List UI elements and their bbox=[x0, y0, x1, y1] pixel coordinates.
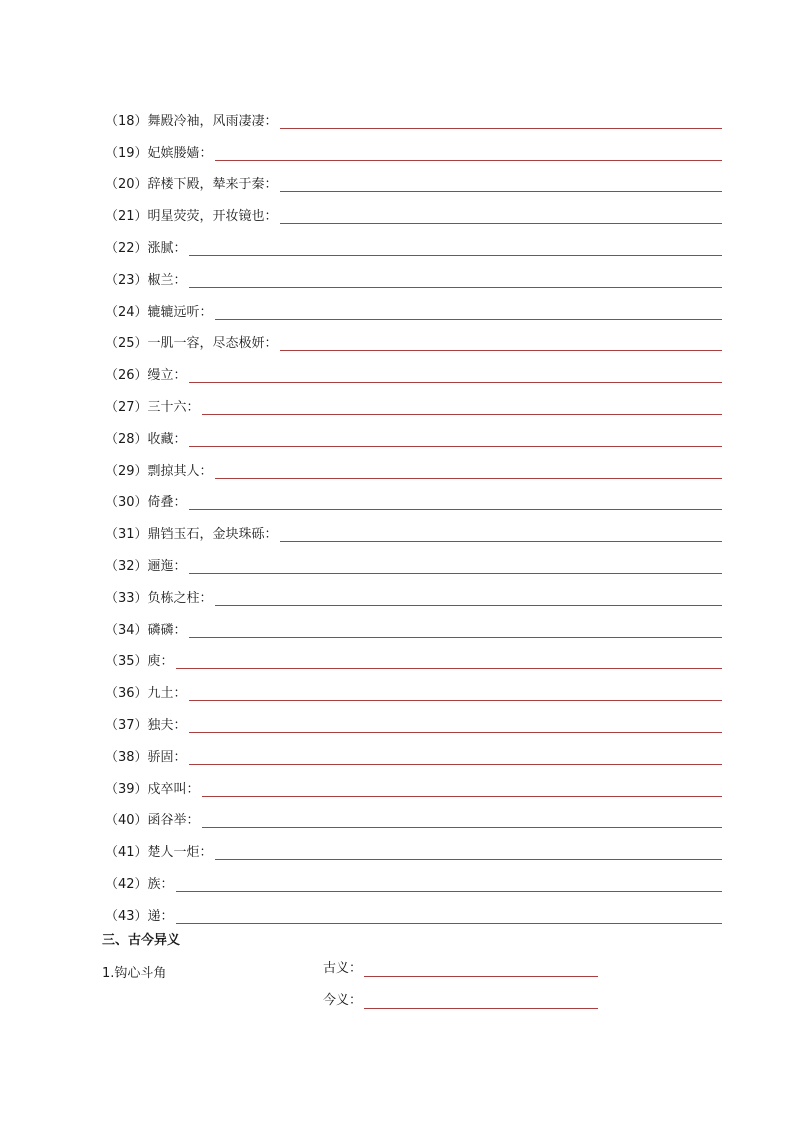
question-text: 椒兰： bbox=[147, 272, 187, 288]
question-number: （28） bbox=[105, 431, 148, 447]
question-text: 庾： bbox=[147, 654, 174, 670]
question-text: 磷磷： bbox=[147, 622, 187, 638]
question-text: 独夫： bbox=[147, 717, 187, 733]
modern-meaning-answer-line[interactable] bbox=[364, 990, 598, 1009]
question-number: （37） bbox=[105, 717, 148, 733]
answer-line[interactable] bbox=[202, 809, 722, 828]
answer-line[interactable] bbox=[189, 491, 722, 510]
question-row bbox=[105, 672, 722, 704]
answer-line[interactable] bbox=[202, 778, 722, 797]
question-row bbox=[105, 736, 722, 768]
question-text: 三十六： bbox=[147, 399, 200, 415]
question-number: （33） bbox=[105, 590, 148, 606]
question-row bbox=[105, 800, 722, 832]
question-row bbox=[105, 831, 722, 863]
question-row bbox=[105, 227, 722, 259]
question-text: 妃嫔媵嫱： bbox=[147, 145, 213, 161]
question-number: （22） bbox=[105, 240, 148, 256]
answer-line[interactable] bbox=[176, 873, 722, 892]
question-text: 逦迤： bbox=[147, 558, 187, 574]
answer-line[interactable] bbox=[176, 905, 722, 924]
question-text: 鼎铛玉石，金块珠砾： bbox=[147, 527, 278, 543]
question-number: （34） bbox=[105, 622, 148, 638]
question-text: 九土： bbox=[147, 686, 187, 702]
question-row bbox=[105, 513, 722, 545]
modern-meaning-label: 今义： bbox=[323, 993, 363, 1008]
question-number: （27） bbox=[105, 399, 148, 415]
question-row bbox=[105, 386, 722, 418]
question-text: 明星荧荧，开妆镜也： bbox=[147, 209, 278, 225]
question-text: 剽掠其人： bbox=[147, 463, 213, 479]
question-number: （23） bbox=[105, 272, 148, 288]
answer-line[interactable] bbox=[280, 332, 722, 351]
question-row bbox=[105, 132, 722, 164]
question-number: （21） bbox=[105, 209, 148, 225]
answer-line[interactable] bbox=[280, 110, 722, 129]
answer-line[interactable] bbox=[215, 301, 722, 320]
answer-line[interactable] bbox=[280, 523, 722, 542]
question-text: 辘辘远听： bbox=[147, 304, 213, 320]
question-number: （40） bbox=[105, 813, 148, 829]
question-text: 一肌一容，尽态极妍： bbox=[147, 336, 278, 352]
answer-line[interactable] bbox=[215, 460, 722, 479]
question-text: 收藏： bbox=[147, 431, 187, 447]
question-number: （41） bbox=[105, 845, 148, 861]
question-text: 递： bbox=[147, 908, 174, 924]
question-row bbox=[105, 100, 722, 132]
question-row bbox=[105, 768, 722, 800]
answer-line[interactable] bbox=[189, 364, 722, 383]
answer-line[interactable] bbox=[189, 237, 722, 256]
question-row bbox=[105, 450, 722, 482]
question-list bbox=[105, 100, 722, 927]
question-number: （29） bbox=[105, 463, 148, 479]
ancient-meaning-label: 古义： bbox=[323, 961, 363, 976]
answer-line[interactable] bbox=[215, 841, 722, 860]
answer-line[interactable] bbox=[176, 650, 722, 669]
question-number: （39） bbox=[105, 781, 148, 797]
ancient-meaning-row bbox=[323, 958, 598, 979]
question-number: （19） bbox=[105, 145, 148, 161]
ancient-meaning-answer-line[interactable] bbox=[364, 958, 598, 977]
question-text: 倚叠： bbox=[147, 495, 187, 511]
answer-line[interactable] bbox=[202, 396, 722, 415]
question-number: （35） bbox=[105, 654, 148, 670]
answer-line[interactable] bbox=[215, 142, 722, 161]
question-text: 负栋之柱： bbox=[147, 590, 213, 606]
question-text: 族： bbox=[147, 876, 174, 892]
answer-line[interactable] bbox=[189, 682, 722, 701]
question-number: （24） bbox=[105, 304, 148, 320]
question-row bbox=[105, 609, 722, 641]
question-text: 函谷举： bbox=[147, 813, 200, 829]
question-number: （31） bbox=[105, 527, 148, 543]
answer-line[interactable] bbox=[189, 428, 722, 447]
question-row bbox=[105, 577, 722, 609]
answer-line[interactable] bbox=[189, 269, 722, 288]
question-text: 戍卒叫： bbox=[147, 781, 200, 797]
question-row bbox=[105, 354, 722, 386]
question-number: （32） bbox=[105, 558, 148, 574]
question-number: （25） bbox=[105, 336, 148, 352]
question-number: （20） bbox=[105, 177, 148, 193]
question-text: 舞殿冷袖，风雨凄凄： bbox=[147, 113, 278, 129]
question-number: （36） bbox=[105, 686, 148, 702]
question-number: （38） bbox=[105, 749, 148, 765]
question-row bbox=[105, 863, 722, 895]
item-label: 1.钩心斗角 bbox=[102, 966, 167, 981]
answer-line[interactable] bbox=[280, 205, 722, 224]
question-row bbox=[105, 895, 722, 927]
question-number: （30） bbox=[105, 495, 148, 511]
question-row bbox=[105, 545, 722, 577]
modern-meaning-row bbox=[323, 990, 598, 1011]
question-row bbox=[105, 259, 722, 291]
question-row bbox=[105, 195, 722, 227]
question-text: 缦立： bbox=[147, 368, 187, 384]
question-number: （43） bbox=[105, 908, 148, 924]
answer-line[interactable] bbox=[189, 746, 722, 765]
answer-line[interactable] bbox=[189, 619, 722, 638]
question-row bbox=[105, 641, 722, 673]
answer-line[interactable] bbox=[189, 555, 722, 574]
question-row bbox=[105, 323, 722, 355]
question-row bbox=[105, 164, 722, 196]
question-text: 楚人一炬： bbox=[147, 845, 213, 861]
question-row bbox=[105, 704, 722, 736]
question-number: （18） bbox=[105, 113, 148, 129]
question-text: 涨腻： bbox=[147, 240, 187, 256]
question-number: （42） bbox=[105, 876, 148, 892]
question-row bbox=[105, 291, 722, 323]
question-text: 骄固： bbox=[147, 749, 187, 765]
question-number: （26） bbox=[105, 368, 148, 384]
question-row bbox=[105, 482, 722, 514]
answer-line[interactable] bbox=[215, 587, 722, 606]
answer-line[interactable] bbox=[189, 714, 722, 733]
question-row bbox=[105, 418, 722, 450]
answer-line[interactable] bbox=[280, 173, 722, 192]
section-title: 三、古今异义 bbox=[102, 933, 181, 948]
question-text: 辞楼下殿，辇来于秦： bbox=[147, 177, 278, 193]
